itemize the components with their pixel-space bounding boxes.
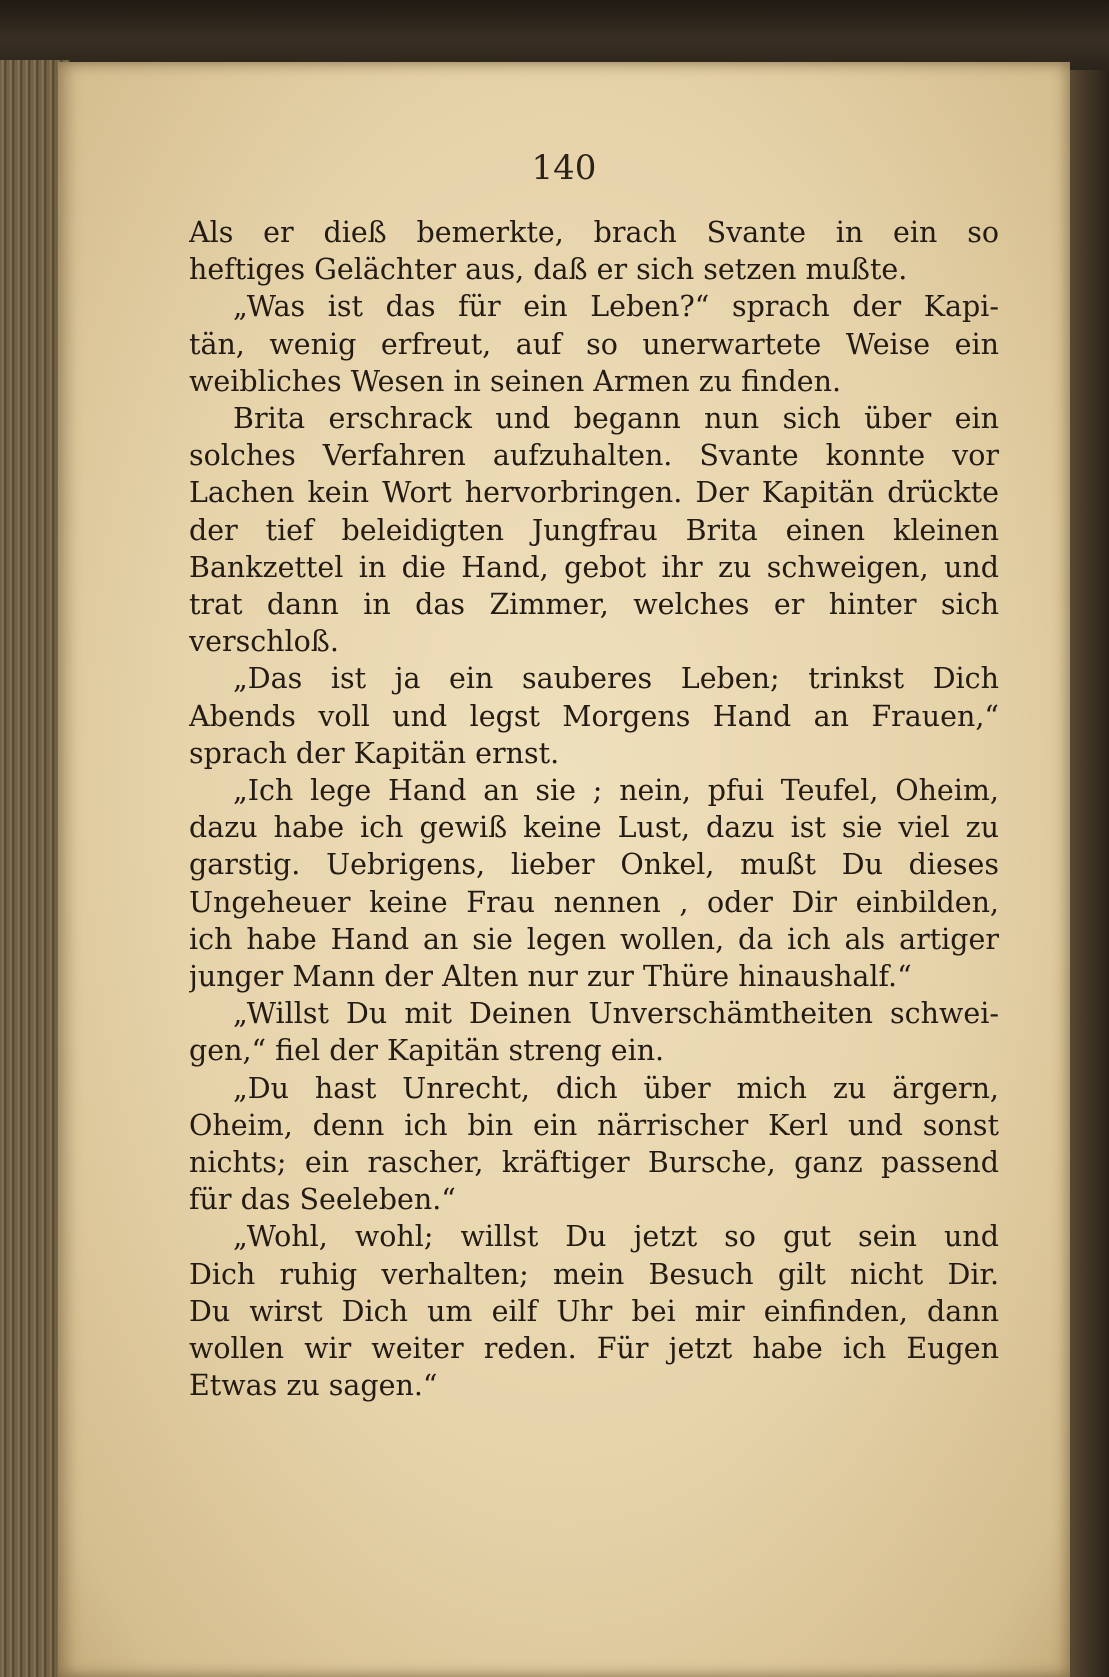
text-line: „Willst Du mit Deinen Unverschämtheiten schwei- — [233, 997, 999, 1031]
text-line: „Du hast Unrecht, dich über mich zu ärgern, — [233, 1071, 999, 1105]
text-line: sprach der Kapitän ernst. — [189, 736, 560, 770]
text-line: „Was ist das für ein Leben?“ sprach der Kapi- — [233, 290, 999, 324]
text-line: heftiges Gelächter aus, daß er sich setzen mußte. — [189, 253, 908, 287]
text-line: junger Mann der Alten nur zur Thüre hinaushalf.“ — [189, 960, 912, 994]
text-line: Als er dieß bemerkte, brach Svante in ein so — [189, 216, 999, 249]
text-line: Du wirst Dich um eilf Uhr bei mir einfinden, dann — [189, 1294, 999, 1328]
text-line: Ungeheuer keine Frau nennen , oder Dir einbilden, — [189, 885, 999, 919]
body-text — [189, 214, 999, 1405]
text-line: verschloß. — [189, 625, 339, 659]
text-line: Etwas zu sagen.“ — [189, 1369, 438, 1403]
text-line: für das Seeleben.“ — [189, 1183, 456, 1217]
page-number: 140 — [531, 148, 597, 188]
text-line: Brita erschrack und begann nun sich über ein — [233, 402, 999, 436]
text-line: „Wohl, wohl; willst Du jetzt so gut sein und — [233, 1220, 999, 1254]
text-line: Lachen kein Wort hervorbringen. Der Kapitän drückte — [189, 476, 999, 510]
text-line: der tief beleidigten Jungfrau Brita einen kleinen — [189, 513, 999, 547]
book-page-edge-right — [1067, 70, 1109, 1677]
text-line: Dich ruhig verhalten; mein Besuch gilt nicht Dir. — [189, 1257, 999, 1291]
text-line: dazu habe ich gewiß keine Lust, dazu ist sie viel zu — [189, 811, 999, 845]
text-line: Abends voll und legst Morgens Hand an Frauen,“ — [189, 699, 999, 733]
text-line: garstig. Uebrigens, lieber Onkel, mußt Du dieses — [189, 848, 999, 882]
text-line: „Ich lege Hand an sie ; nein, pfui Teufel, Oheim, — [233, 774, 999, 808]
text-line: weibliches Wesen in seinen Armen zu finden. — [189, 364, 842, 398]
text-line: ich habe Hand an sie legen wollen, da ich als artiger — [189, 922, 999, 956]
text-line: tän, wenig erfreut, auf so unerwartete Weise ein — [189, 327, 999, 361]
text-line: wollen wir weiter reden. Für jetzt habe ich Eugen — [189, 1332, 999, 1366]
text-line: nichts; ein rascher, kräftiger Bursche, ganz passend — [189, 1146, 999, 1180]
book-page — [58, 62, 1070, 1677]
text-line: „Das ist ja ein sauberes Leben; trinkst Dich — [233, 662, 999, 696]
text-line: Bankzettel in die Hand, gebot ihr zu schweigen, und — [189, 550, 999, 584]
text-line: trat dann in das Zimmer, welches er hinter sich — [189, 588, 999, 622]
text-line: gen,“ fiel der Kapitän streng ein. — [189, 1034, 665, 1068]
text-line: Oheim, denn ich bin ein närrischer Kerl und sonst — [189, 1108, 999, 1142]
text-line: solches Verfahren aufzuhalten. Svante konnte vor — [189, 439, 999, 473]
